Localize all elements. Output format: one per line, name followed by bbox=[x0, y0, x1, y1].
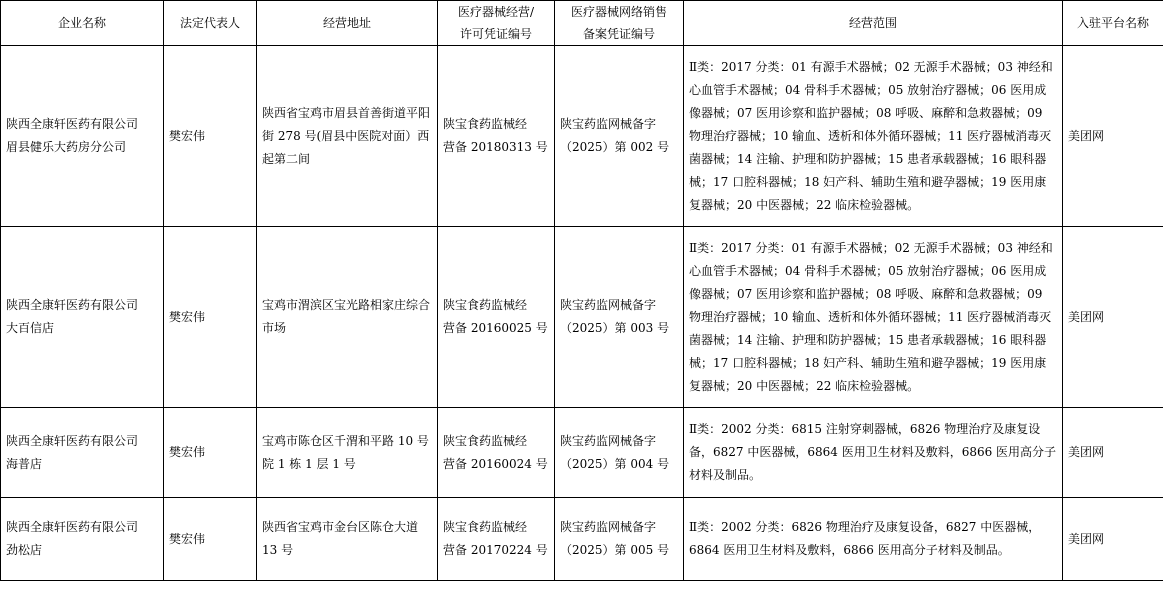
license-line2: 营备 20160024 号 bbox=[443, 456, 548, 471]
legal-rep-cell: 樊宏伟 bbox=[164, 227, 257, 408]
online-line2: （2025）第 005 号 bbox=[560, 543, 670, 557]
company-name-line1: 陕西全康轩医药有限公司 bbox=[6, 117, 139, 131]
header-legal-rep: 法定代表人 bbox=[164, 1, 257, 46]
online-line1: 陕宝药监网械备字 bbox=[560, 298, 657, 312]
table-row bbox=[1, 498, 1163, 581]
online-filing-cell bbox=[555, 46, 684, 227]
table-row bbox=[1, 227, 1163, 408]
legal-rep-cell: 樊宏伟 bbox=[164, 408, 257, 498]
online-filing-cell bbox=[555, 227, 684, 408]
table-row bbox=[1, 46, 1163, 227]
header-license bbox=[438, 1, 555, 46]
address-cell: 陕西省宝鸡市金台区陈仓大道 13 号 bbox=[257, 498, 438, 581]
company-cell bbox=[1, 408, 164, 498]
company-name-line2: 眉县健乐大药房分公司 bbox=[6, 140, 127, 154]
license-cell bbox=[438, 227, 555, 408]
header-online-line2: 备案凭证编号 bbox=[582, 27, 655, 41]
header-license-line1: 医疗器械经营/ bbox=[457, 5, 535, 19]
scope-cell: Ⅱ类：2017 分类：01 有源手术器械；02 无源手术器械；03 神经和心血管手术器械；04 骨科手术器械；05 放射治疗器械；06 医用成像器械；07 医用诊察和监护器械；08 呼吸、麻醉和急救器械；09 物理治疗器械；10 输血、透析和体外循环器械；11 医疗器械消毒灭菌器械；14 注输、护理和防护器械；15 患者承载器械；16 眼科器械；17 口腔科器械；18 妇产科、辅助生殖和避孕器械；19 医用康复器械；20 中医器械；22 临床检验器械。 bbox=[684, 227, 1063, 408]
company-name-line2: 劲松店 bbox=[6, 543, 43, 557]
license-cell bbox=[438, 498, 555, 581]
license-cell bbox=[438, 408, 555, 498]
online-filing-cell bbox=[555, 408, 684, 498]
company-cell bbox=[1, 46, 164, 227]
platform-cell: 美团网 bbox=[1063, 408, 1163, 498]
company-name-line1: 陕西全康轩医药有限公司 bbox=[6, 520, 139, 534]
legal-rep-cell: 樊宏伟 bbox=[164, 498, 257, 581]
table-row bbox=[1, 408, 1163, 498]
company-cell bbox=[1, 498, 164, 581]
online-line2: （2025）第 002 号 bbox=[560, 140, 670, 154]
license-cell bbox=[438, 46, 555, 227]
header-row bbox=[1, 1, 1163, 46]
license-line1: 陕宝食药监械经 bbox=[443, 117, 528, 131]
header-platform: 入驻平台名称 bbox=[1063, 1, 1163, 46]
license-line2: 营备 20180313 号 bbox=[443, 140, 548, 154]
license-line1: 陕宝食药监械经 bbox=[443, 520, 528, 534]
online-line2: （2025）第 003 号 bbox=[560, 321, 670, 335]
header-company: 企业名称 bbox=[1, 1, 164, 46]
license-line2: 营备 20160025 号 bbox=[443, 321, 548, 335]
online-filing-cell bbox=[555, 498, 684, 581]
online-line2: （2025）第 004 号 bbox=[560, 456, 670, 471]
legal-rep-cell: 樊宏伟 bbox=[164, 46, 257, 227]
address-cell: 陕西省宝鸡市眉县首善街道平阳街 278 号(眉县中医院对面）西起第二间 bbox=[257, 46, 438, 227]
address-cell: 宝鸡市陈仓区千渭和平路 10 号院 1 栋 1 层 1 号 bbox=[257, 408, 438, 498]
company-name-line2: 海普店 bbox=[6, 456, 43, 471]
license-line1: 陕宝食药监械经 bbox=[443, 298, 528, 312]
company-name-line2: 大百信店 bbox=[6, 321, 55, 335]
scope-cell: Ⅱ类：2002 分类：6815 注射穿刺器械，6826 物理治疗及康复设备，6827 中医器械，6864 医用卫生材料及敷料，6866 医用高分子材料及制品。 bbox=[684, 408, 1063, 498]
license-line1: 陕宝食药监械经 bbox=[443, 433, 528, 448]
scope-cell: Ⅱ类：2017 分类：01 有源手术器械；02 无源手术器械；03 神经和心血管手术器械；04 骨科手术器械；05 放射治疗器械；06 医用成像器械；07 医用诊察和监护器械；08 呼吸、麻醉和急救器械；09 物理治疗器械；10 输血、透析和体外循环器械；11 医疗器械消毒灭菌器械；14 注输、护理和防护器械；15 患者承载器械；16 眼科器械；17 口腔科器械；18 妇产科、辅助生殖和避孕器械；19 医用康复器械；20 中医器械；22 临床检验器械。 bbox=[684, 46, 1063, 227]
online-line1: 陕宝药监网械备字 bbox=[560, 117, 657, 131]
company-cell bbox=[1, 227, 164, 408]
address-cell: 宝鸡市渭滨区宝光路相家庄综合市场 bbox=[257, 227, 438, 408]
company-name-line1: 陕西全康轩医药有限公司 bbox=[6, 298, 139, 312]
header-scope: 经营范围 bbox=[684, 1, 1063, 46]
scope-cell: Ⅱ类：2002 分类：6826 物理治疗及康复设备，6827 中医器械，6864 医用卫生材料及敷料，6866 医用高分子材料及制品。 bbox=[684, 498, 1063, 581]
header-online-line1: 医疗器械网络销售 bbox=[570, 5, 667, 19]
platform-cell: 美团网 bbox=[1063, 498, 1163, 581]
header-address: 经营地址 bbox=[257, 1, 438, 46]
header-license-line2: 许可凭证编号 bbox=[459, 27, 532, 41]
platform-cell: 美团网 bbox=[1063, 46, 1163, 227]
license-line2: 营备 20170224 号 bbox=[443, 543, 548, 557]
online-line1: 陕宝药监网械备字 bbox=[560, 433, 657, 448]
online-line1: 陕宝药监网械备字 bbox=[560, 520, 657, 534]
company-name-line1: 陕西全康轩医药有限公司 bbox=[6, 433, 139, 448]
header-online-filing bbox=[555, 1, 684, 46]
platform-cell: 美团网 bbox=[1063, 227, 1163, 408]
